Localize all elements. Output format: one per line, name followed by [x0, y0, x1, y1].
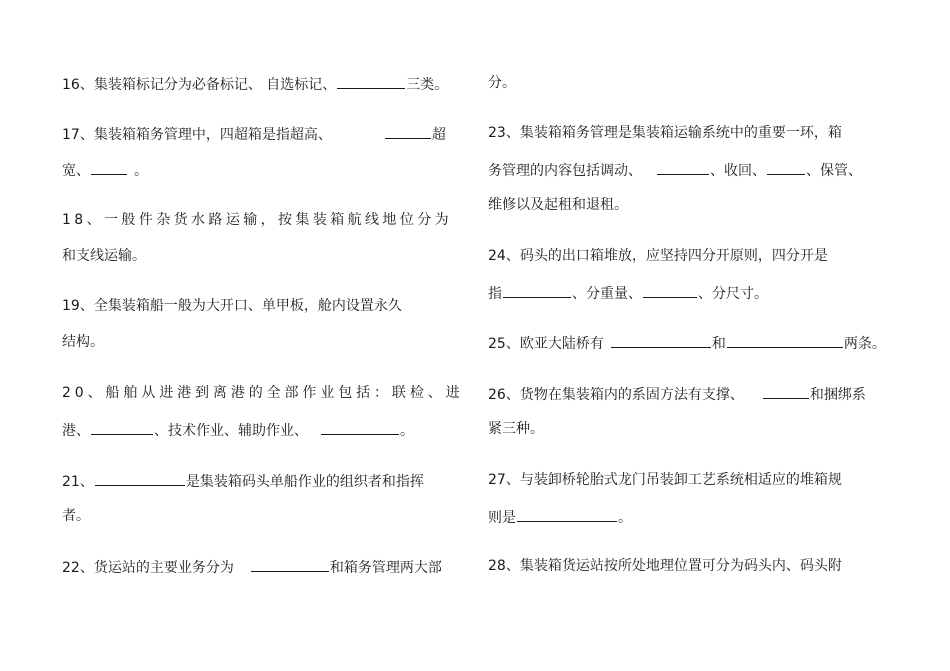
q23-blank-1 — [657, 160, 709, 175]
question-22-continuation — [488, 74, 516, 92]
q22-blank — [251, 557, 329, 572]
question-27-line2 — [488, 507, 632, 527]
q24-text-2c: 、分尺寸。 — [698, 286, 768, 302]
question-28-line1 — [488, 557, 842, 575]
q21-text-pre: 21、 — [62, 474, 94, 490]
question-21-line2 — [62, 507, 90, 525]
q17-blank-2 — [91, 160, 127, 175]
question-26-line2 — [488, 420, 544, 438]
q27-text-2-pre: 则是 — [488, 510, 516, 526]
question-17-line1 — [62, 124, 446, 144]
q20-blank-2 — [321, 420, 399, 435]
question-22 — [62, 557, 442, 577]
q16-blank — [337, 74, 405, 89]
q23-text-2b: 、收回、 — [710, 163, 766, 179]
q25-text-post: 两条。 — [843, 336, 886, 352]
q26-text-2: 紧三种。 — [488, 421, 544, 437]
q24-text-1: 24、码头的出口箱堆放，应坚持四分开原则，四分开是 — [488, 248, 828, 264]
question-17-line2 — [62, 160, 148, 180]
q25-text-pre: 25、欧亚大陆桥有 — [488, 336, 604, 352]
question-16 — [62, 74, 448, 94]
question-21-line1 — [62, 471, 424, 491]
q23-blank-2 — [767, 160, 805, 175]
q20-blank-1 — [91, 420, 153, 435]
question-24-line1 — [488, 247, 828, 265]
q21-blank — [95, 471, 185, 486]
q26-text-post: 和捆绑系 — [809, 387, 866, 403]
q21-text-post: 是集装箱码头单船作业的组织者和指挥 — [185, 474, 424, 490]
q20-text-2c: 。 — [400, 423, 414, 439]
q22-text-post: 和箱务管理两大部 — [329, 560, 442, 576]
q23-text-2c: 、保管、 — [806, 163, 862, 179]
q17-blank-1 — [385, 124, 431, 139]
q22-cont-text: 分。 — [488, 75, 516, 91]
q25-text-mid: 和 — [711, 336, 726, 352]
q20-text-2b: 、技术作业、辅助作业、 — [154, 423, 308, 439]
q26-blank — [763, 384, 809, 399]
question-20-line2 — [62, 420, 414, 440]
question-20-line1 — [62, 384, 464, 402]
q23-text-1: 23、集装箱箱务管理是集装箱运输系统中的重要一环，箱 — [488, 125, 842, 141]
q28-text-1: 28、集装箱货运站按所处地理位置可分为码头内、码头附 — [488, 558, 842, 574]
q24-text-2b: 、分重量、 — [572, 286, 642, 302]
question-23-line1 — [488, 124, 842, 142]
question-23-line2 — [488, 160, 862, 180]
q17-text-post: 超 — [431, 127, 446, 143]
q17-text-pre: 17、集装箱箱务管理中，四超箱是指超高、 — [62, 127, 332, 143]
q16-text-pre: 16、集装箱标记分为必备标记、 自选标记、 — [62, 77, 337, 93]
q26-text-pre: 26、货物在集装箱内的系固方法有支撑、 — [488, 387, 744, 403]
question-24-line2 — [488, 283, 768, 303]
q19-text-2: 结构。 — [62, 334, 104, 350]
q23-text-3: 维修以及起租和退租。 — [488, 197, 628, 213]
q22-text-pre: 22、货运站的主要业务分为 — [62, 560, 234, 576]
q23-text-2a: 务管理的内容包括调动、 — [488, 163, 642, 179]
question-23-line3 — [488, 196, 628, 214]
q27-text-1: 27、与装卸桥轮胎式龙门吊装卸工艺系统相适应的堆箱规 — [488, 472, 842, 488]
q20-text-2a: 港、 — [62, 423, 90, 439]
q17-line2-pre: 宽、 — [62, 163, 90, 179]
q21-text-2: 者。 — [62, 508, 90, 524]
question-27-line1 — [488, 471, 842, 489]
q24-blank-2 — [643, 283, 697, 298]
question-19-line2 — [62, 333, 104, 351]
q25-blank-2 — [727, 333, 843, 348]
question-18-line1 — [62, 211, 452, 229]
q17-line2-post: 。 — [134, 163, 148, 179]
q27-text-2-post: 。 — [618, 510, 632, 526]
q20-text-1: 20、船舶从进港到离港的全部作业包括：联检、进 — [62, 385, 464, 401]
q24-text-2a: 指 — [488, 286, 502, 302]
q19-text-1: 19、全集装箱船一般为大开口、单甲板，舱内设置永久 — [62, 298, 402, 314]
question-19-line1 — [62, 297, 402, 315]
q16-text-post: 三类。 — [406, 77, 449, 93]
question-26-line1 — [488, 384, 866, 404]
q27-blank — [517, 507, 617, 522]
q24-blank-1 — [503, 283, 571, 298]
question-18-line2 — [62, 247, 146, 265]
q18-text-1: 18、一般件杂货水路运输，按集装箱航线地位分为 — [62, 212, 453, 228]
q25-blank-1 — [611, 333, 711, 348]
q18-text-2: 和支线运输。 — [62, 248, 146, 264]
question-25 — [488, 333, 886, 353]
